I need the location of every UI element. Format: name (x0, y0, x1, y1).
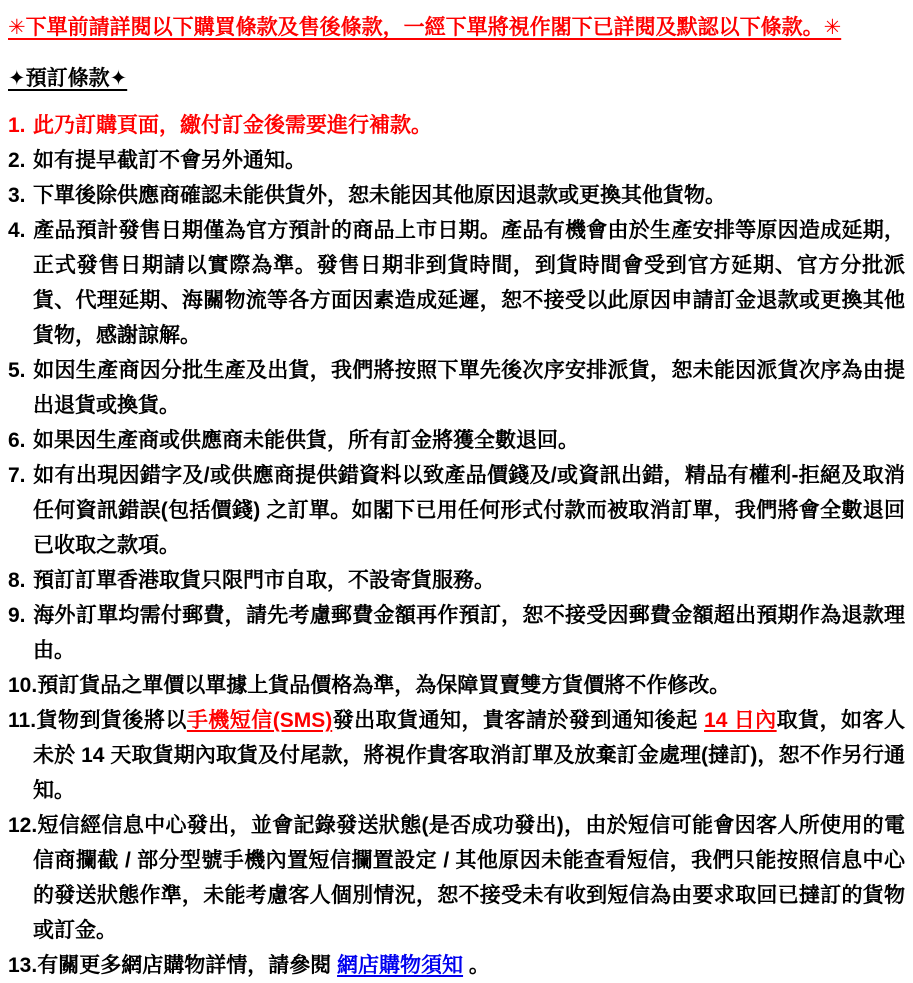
term-number: 4. (8, 219, 26, 242)
section-title-preorder-terms: ✦預訂條款✦ (8, 67, 128, 90)
term-number: 11. (8, 709, 37, 732)
term-number: 5. (8, 359, 26, 382)
shop-guide-link[interactable]: 網店購物須知 (337, 954, 464, 977)
term-text: 貨物到貨後將以 (36, 709, 187, 732)
term-number: 9. (8, 604, 26, 627)
term-item-10 (8, 668, 905, 703)
term-text: 預訂貨品之單價以單據上貨品價格為準，為保障買賣雙方貨價將不作修改。 (37, 674, 731, 697)
term-number: 7. (8, 464, 26, 487)
purchase-notice-header: ✳下單前請詳閱以下購買條款及售後條款，一經下單將視作閣下已詳閱及默認以下條款。✳ (8, 16, 842, 39)
term-item-9 (8, 598, 905, 668)
term-item-3 (8, 178, 905, 213)
term-number: 1. (8, 114, 26, 137)
term-item-4 (8, 213, 905, 353)
term-text: 如因生產商因分批生產及出貨，我們將按照下單先後次序安排派貨，恕未能因派貨次序為由提出退貨或換貨。 (33, 359, 905, 417)
terms-list (8, 108, 905, 983)
term-item-12 (8, 808, 905, 948)
term-number: 6. (8, 429, 26, 452)
term-item-13 (8, 948, 905, 983)
term-item-5 (8, 353, 905, 423)
term-item-8 (8, 563, 905, 598)
term-item-1 (8, 108, 905, 143)
term-text: 如果因生產商或供應商未能供貨，所有訂金將獲全數退回。 (33, 429, 579, 452)
term-text: 有關更多網店購物詳情，請參閱 (37, 954, 338, 977)
term-text: 如有提早截訂不會另外通知。 (33, 149, 306, 172)
term-number: 3. (8, 184, 26, 207)
sms-notice-highlight: 手機短信(SMS) (186, 709, 333, 732)
term-number: 13. (8, 954, 38, 977)
term-text: 如有出現因錯字及/或供應商提供錯資料以致產品價錢及/或資訊出錯，精品有權利-拒絕及取消任何資訊錯誤(包括價錢) 之訂單。如閣下已用任何形式付款而被取消訂單，我們將會全數退回已收取之款項。 (33, 464, 905, 557)
term-text: 發出取貨通知，貴客請於發到通知後起 (332, 709, 705, 732)
term-text: 海外訂單均需付郵費，請先考慮郵費金額再作預訂，恕不接受因郵費金額超出預期作為退款理由。 (33, 604, 905, 662)
term-text: 短信經信息中心發出，並會記錄發送狀態(是否成功發出)，由於短信可能會因客人所使用的電信商攔截 / 部分型號手機內置短信攔置設定 / 其他原因未能查看短信，我們只能按照信息中心的發送狀態作準，未能考慮客人個別情況，恕不接受未有收到短信為由要求取回已撻訂的貨物或訂金。 (33, 814, 905, 942)
term-text: 取貨，如客人未於 14 天取貨期內取貨及付尾款，將視作貴客取消訂單及放棄訂金處理(撻訂)，恕不作另行通知。 (33, 709, 905, 802)
term-number: 8. (8, 569, 26, 592)
term-item-2 (8, 143, 905, 178)
term-item-7 (8, 458, 905, 563)
term-text: 此乃訂購頁面，繳付訂金後需要進行補款。 (33, 114, 432, 137)
term-item-6 (8, 423, 905, 458)
terms-page (8, 10, 905, 983)
term-number: 10. (8, 674, 38, 697)
term-item-11 (8, 703, 905, 808)
term-number: 12. (8, 814, 38, 837)
pickup-deadline-highlight: 14 日內 (704, 709, 777, 732)
term-text: 。 (463, 954, 490, 977)
term-number: 2. (8, 149, 26, 172)
term-text: 產品預計發售日期僅為官方預計的商品上市日期。產品有機會由於生產安排等原因造成延期，正式發售日期請以實際為準。發售日期非到貨時間，到貨時間會受到官方延期、官方分批派貨、代理延期、海關物流等各方面因素造成延遲，恕不接受以此原因申請訂金退款或更換其他貨物，感謝諒解。 (33, 219, 905, 347)
term-text: 預訂訂單香港取貨只限門市自取，不設寄貨服務。 (33, 569, 495, 592)
term-text: 下單後除供應商確認未能供貨外，恕未能因其他原因退款或更換其他貨物。 (33, 184, 726, 207)
